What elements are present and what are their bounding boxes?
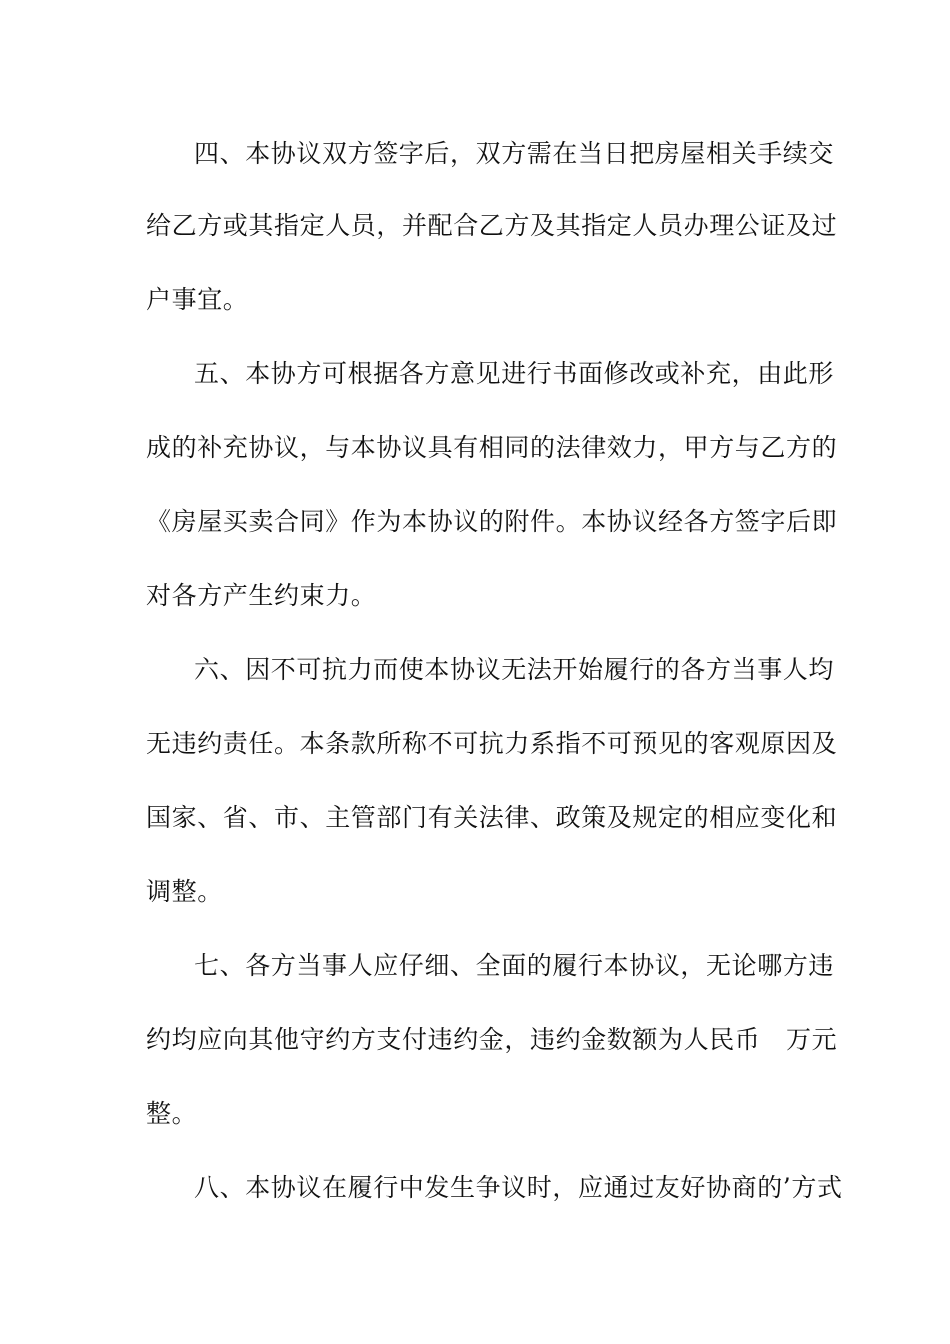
clause-6-line-4: 调整。	[146, 877, 223, 906]
clause-7-line-2: 约均应向其他守约方支付违约金，违约金数额为人民币 万元	[146, 1025, 838, 1054]
clause-6-line-2: 无违约责任。本条款所称不可抗力系指不可预见的客观原因及	[146, 729, 838, 758]
clause-4-line-3: 户事宜。	[146, 285, 249, 314]
clause-6-line-3: 国家、省、市、主管部门有关法律、政策及规定的相应变化和	[146, 803, 838, 832]
clause-7-line-1: 七、各方当事人应仔细、全面的履行本协议，无论哪方违	[194, 951, 835, 980]
clause-7-line-3: 整。	[146, 1099, 198, 1128]
clause-8-line-1: 八、本协议在履行中发生争议时，应通过友好协商的’方式	[194, 1173, 843, 1202]
clause-5-line-1: 五、本协方可根据各方意见进行书面修改或补充，由此形	[194, 359, 835, 388]
clause-6-line-1: 六、因不可抗力而使本协议无法开始履行的各方当事人均	[194, 655, 835, 684]
clause-5-line-4: 对各方产生约束力。	[146, 581, 377, 610]
clause-4-line-2: 给乙方或其指定人员，并配合乙方及其指定人员办理公证及过	[146, 211, 838, 240]
clause-5-line-3: 《房屋买卖合同》作为本协议的附件。本协议经各方签字后即	[146, 507, 838, 536]
clause-5-line-2: 成的补充协议，与本协议具有相同的法律效力，甲方与乙方的	[146, 433, 838, 462]
clause-4-line-1: 四、本协议双方签字后，双方需在当日把房屋相关手续交	[194, 139, 835, 168]
